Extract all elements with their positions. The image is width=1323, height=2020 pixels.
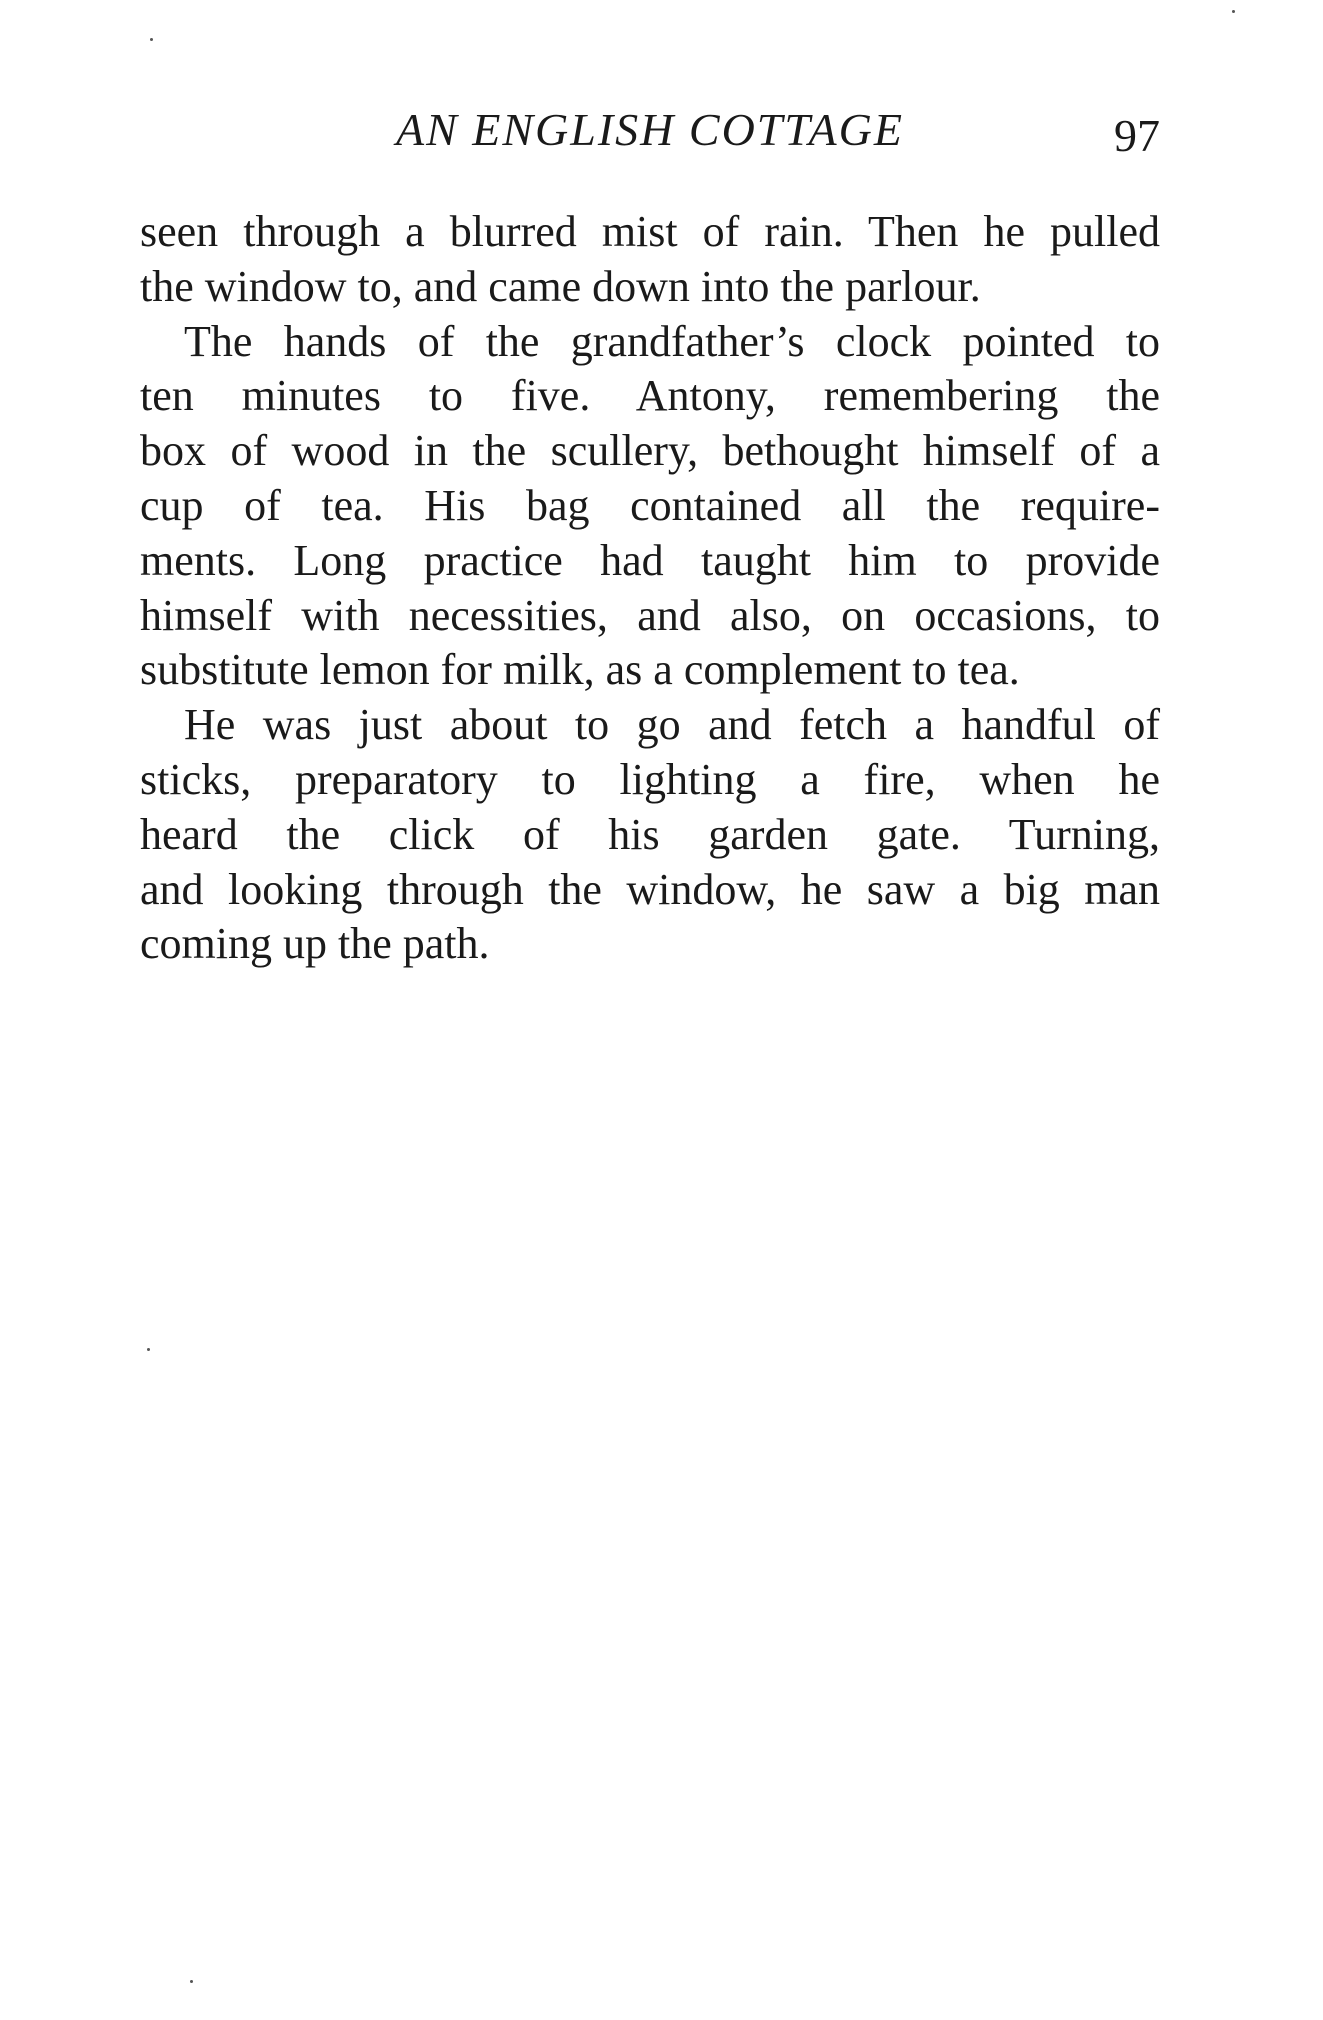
text-line: and looking through the window, he saw a big man <box>140 864 1160 914</box>
text-line: ments. Long practice had taught him to provide <box>140 535 1160 585</box>
text-line: seen through a blurred mist of rain. Then he pulled <box>140 207 1160 256</box>
text-line: box of wood in the scullery, bethought himself of a <box>140 426 1160 476</box>
text-line: himself with necessities, and also, on occasions, to <box>140 590 1160 640</box>
text-line: the window to, and came down into the parlour. <box>140 261 981 311</box>
text-line: cup of tea. His bag contained all the require- <box>140 480 1160 530</box>
text-line: sticks, preparatory to lighting a fire, when he <box>140 754 1160 804</box>
text-line: The hands of the grandfather’s clock pointed to <box>184 316 1160 366</box>
scan-speck <box>190 1980 193 1983</box>
running-head <box>140 100 1160 160</box>
text-line: He was just about to go and fetch a handful of <box>184 700 1160 750</box>
text-line: coming up the path. <box>140 919 490 969</box>
text-line: ten minutes to five. Antony, remembering the <box>140 371 1160 421</box>
text-line: heard the click of his garden gate. Turning, <box>140 809 1160 859</box>
running-title: AN ENGLISH COTTAGE <box>396 104 904 155</box>
scan-speck <box>1232 10 1235 13</box>
page-number: 97 <box>1114 110 1160 161</box>
text-line: substitute lemon for milk, as a complement to tea. <box>140 645 1020 695</box>
scan-speck <box>147 1348 150 1351</box>
scan-speck <box>150 38 153 41</box>
body-text <box>140 205 1160 972</box>
